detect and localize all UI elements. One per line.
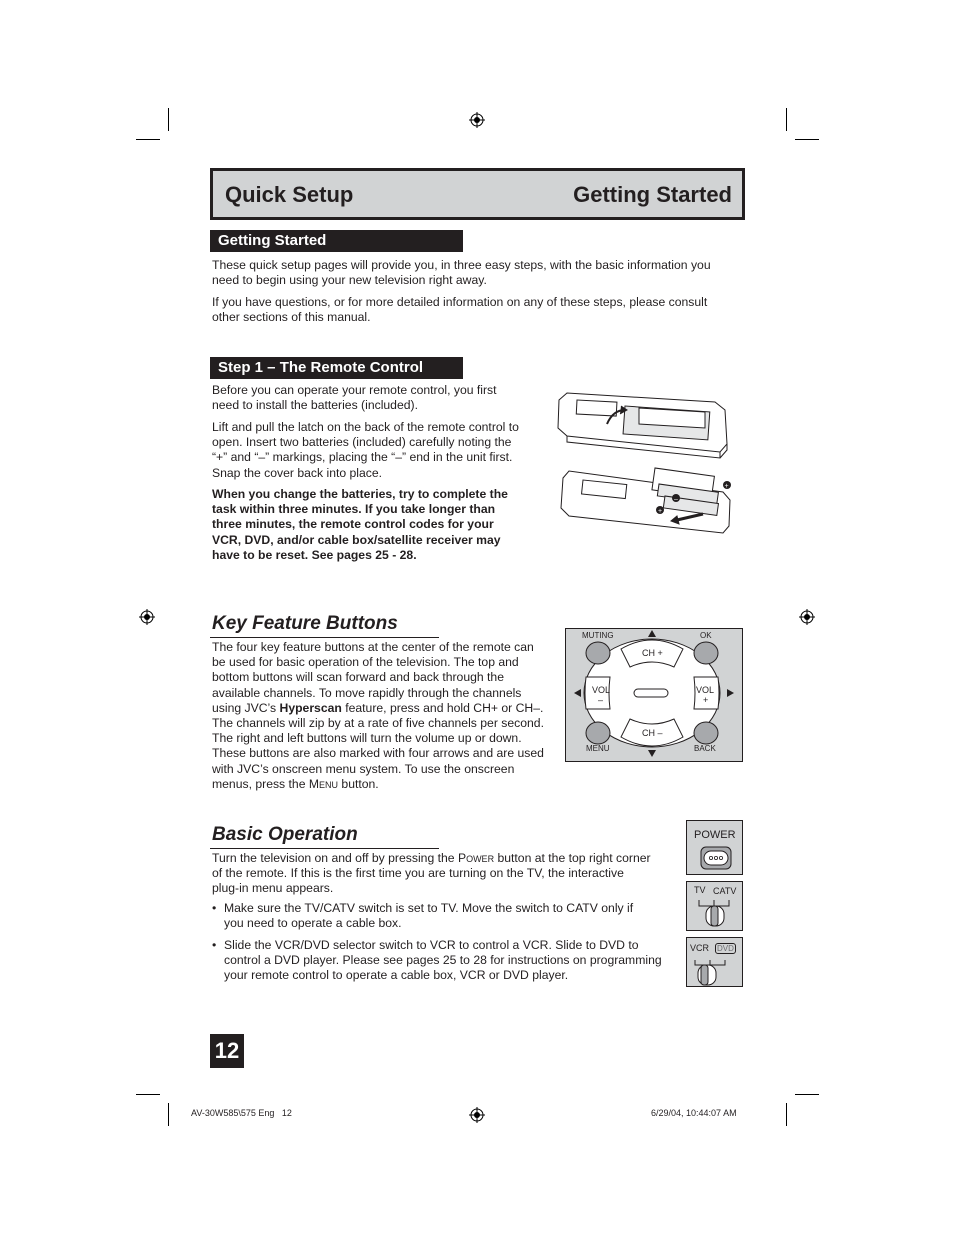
registration-mark-icon — [139, 609, 155, 625]
step1-warning: When you change the batteries, try to complete the task within three minutes. If you take longer than three minutes, the remote control codes for your VCR, DVD, and/or cable box/satellite receiver may have to be reset. See pages 25 - 28. — [212, 487, 508, 562]
menu-term: Menu — [308, 776, 339, 791]
svg-text:+: + — [658, 508, 663, 515]
registration-mark-icon — [469, 1107, 485, 1123]
menu-label: MENU — [586, 744, 610, 753]
remote-battery-illustration — [555, 388, 735, 536]
crop-mark — [168, 1103, 169, 1126]
key-features-text: button. — [338, 776, 379, 791]
hyperscan-term: Hyperscan — [279, 700, 342, 715]
section-heading-step1: Step 1 – The Remote Control — [210, 357, 463, 379]
registration-mark-icon — [469, 112, 485, 128]
svg-text:+: + — [724, 483, 729, 490]
power-label: POWER — [694, 829, 736, 841]
crop-mark — [168, 108, 169, 131]
power-button-panel — [686, 820, 743, 875]
header-left-title: Quick Setup — [225, 182, 354, 207]
header-right-title: Getting Started — [573, 182, 732, 207]
dvd-label: DVD — [717, 944, 734, 953]
crop-mark — [786, 1103, 787, 1126]
key-feature-diagram — [565, 628, 743, 762]
ch-minus-label: CH – — [642, 728, 663, 738]
basic-operation-bullet: Make sure the TV/CATV switch is set to TV. Move the switch to CATV only if you need to operate a cable box. — [224, 901, 634, 931]
crop-mark — [795, 1094, 819, 1095]
key-features-paragraph — [212, 640, 546, 792]
crop-mark — [136, 1094, 160, 1095]
crop-mark — [786, 108, 787, 131]
ch-plus-label: CH + — [642, 648, 663, 658]
back-label: BACK — [694, 744, 716, 753]
step1-paragraph: Before you can operate your remote control, you first need to install the batteries (included). — [212, 383, 497, 413]
vol-left-label: VOL — [592, 685, 611, 695]
bullet-mark: • — [212, 901, 217, 915]
vcr-label: VCR — [690, 943, 710, 953]
muting-label: MUTING — [582, 631, 614, 640]
vol-right-sign: + — [703, 695, 709, 705]
basic-operation-text: button at the top right corner of the remote. If this is the first time you are turning on the TV, the interactive plug-in menu appears. — [212, 851, 651, 896]
footer-left: AV-30W585\575 Eng 12 — [191, 1108, 292, 1118]
tv-label: TV — [694, 885, 706, 895]
ok-label: OK — [700, 631, 712, 640]
vcr-dvd-switch-icon — [687, 938, 742, 986]
crop-mark — [136, 139, 160, 140]
vol-left-sign: – — [598, 695, 604, 705]
tv-catv-switch-icon — [687, 882, 742, 930]
step1-paragraph: Lift and pull the latch on the back of the remote control to open. Insert two batteries (included) carefully noting the “+” and “–” markings, placing the “–” end in the unit first. Snap the cover back into place. — [212, 420, 519, 480]
power-term: Power — [457, 851, 495, 865]
key-features-text: The four key feature buttons at the center of the remote can be used for basic operation of the television. The top and bottom buttons will scan forward and back through the available channels. To move rapidly through the channels using JVC’s — [212, 640, 534, 715]
basic-operation-paragraph — [212, 851, 652, 897]
catv-label: CATV — [713, 886, 737, 896]
vcr-dvd-switch-panel — [686, 937, 743, 987]
getting-started-paragraph: These quick setup pages will provide you, in three easy steps, with the basic information you need to begin using your new television right away. — [212, 258, 711, 288]
bullet-mark: • — [212, 938, 217, 952]
vol-right-label: VOL — [696, 685, 715, 695]
svg-text:–: – — [674, 496, 678, 503]
basic-operation-text: Turn the television on and off by pressing the — [212, 851, 458, 865]
registration-mark-icon — [799, 609, 815, 625]
section-heading-key-features: Key Feature Buttons — [212, 613, 398, 634]
basic-operation-bullet: Slide the VCR/DVD selector switch to VCR to control a VCR. Slide to DVD to control a DVD player. Please see pages 25 to 28 for instructions on programming your remote control to operate a cable box, VCR or DVD player. — [224, 938, 662, 983]
footer-right: 6/29/04, 10:44:07 AM — [651, 1108, 737, 1118]
getting-started-paragraph: If you have questions, or for more detailed information on any of these steps, please consult other sections of this manual. — [212, 295, 708, 325]
tv-catv-switch-panel — [686, 881, 743, 931]
page-number: 12 — [210, 1034, 244, 1068]
page-header — [210, 168, 745, 220]
crop-mark — [795, 139, 819, 140]
key-features-text: feature, press and hold CH+ or CH–. The channels will zip by at a rate of five channels per second. The right and left buttons will turn the volume up or down. These buttons are also marked with four arrows and are used with JVC’s onscreen menu system. To use the onscreen menus, press the — [212, 700, 544, 791]
section-heading-basic-operation: Basic Operation — [212, 824, 358, 845]
power-button-icon — [700, 846, 732, 870]
heading-rule — [210, 848, 439, 849]
heading-rule — [210, 637, 439, 638]
section-heading-getting-started: Getting Started — [210, 230, 463, 252]
